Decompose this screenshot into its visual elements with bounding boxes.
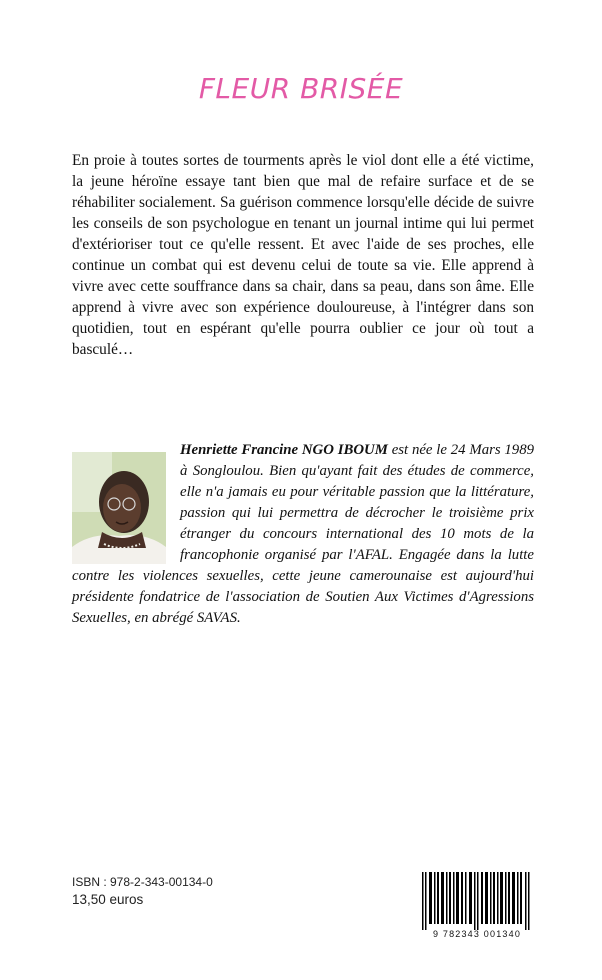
price: 13,50 euros [72, 892, 144, 907]
barcode [418, 872, 536, 930]
isbn: ISBN : 978-2-343-00134-0 [72, 875, 213, 889]
book-summary: En proie à toutes sortes de tourments après le viol dont elle a été victime, la jeune héroïne essaye tant bien que mal de refaire surface et de se réhabiliter socialement. Sa guérison commence lorsqu'elle décide de suivre les conseils de son psychologue en tenant un journal intime qui lui permet d'extérioriser tout ce qu'elle ressent. Et avec l'aide de ses proches, elle continue un combat qui est devenu celui de toute sa vie. Elle apprend à vivre avec cette souffrance dans sa chair, dans sa peau, dans son âme. Elle apprend à vivre avec son expérience douloureuse, à l'intégrer dans son quotidien, tout en espérant qu'elle pourra oublier ce jour où tout a basculé… [72, 152, 534, 358]
author-name: Henriette Francine NGO IBOUM [180, 442, 392, 458]
barcode-digits: 9 782343 001340 [432, 929, 522, 939]
author-bio [72, 440, 534, 629]
photo-spacer [72, 440, 166, 566]
book-title: FLEUR BRISÉE [198, 72, 404, 105]
author-bio-text: est née le 24 Mars 1989 à Songloulou. Bien qu'ayant fait des études de commerce, elle n'a jamais eu pour véritable passion que la littérature, passion qui lui permettra de décrocher le troisième prix étranger du concours international des 10 mots de la francophonie organisé par l'AFAL. Engagée dans la lutte contre les violences sexuelles, cette jeune camerounaise est aujourd'hui présidente fondatrice de l'association de Soutien Aux Victimes d'Agressions Sexuelles, en abrégé SAVAS. [72, 442, 535, 626]
